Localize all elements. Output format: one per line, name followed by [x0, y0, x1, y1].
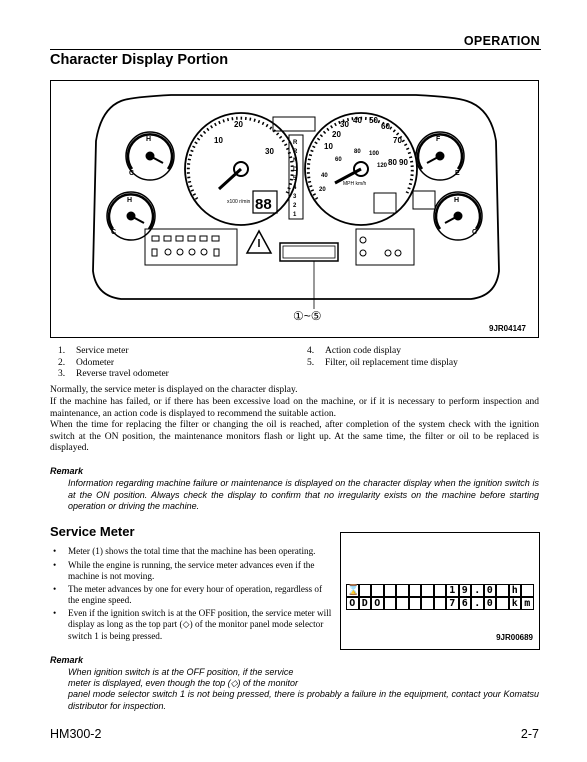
lcd-cell — [496, 597, 509, 610]
page-title: Character Display Portion — [50, 52, 229, 68]
gear-R2: R — [293, 140, 298, 146]
lcd-cell — [421, 597, 434, 610]
speedo-tick-40: 40 — [321, 173, 328, 179]
gauge1-hi: H — [146, 136, 152, 143]
speed-label-40: 40 — [353, 116, 362, 125]
lcd-cell: m — [521, 597, 534, 610]
list-item: 2. Odometer — [58, 357, 114, 368]
speedo-tick-80: 80 — [354, 149, 361, 155]
speed-label-90: 90 — [399, 158, 408, 167]
lcd-cell: 1 — [446, 584, 459, 597]
bullet-item: • The meter advances by one for every hour of operation, regardless of the engine speed. — [50, 584, 332, 607]
tach-label-30: 30 — [265, 147, 274, 156]
lcd-cell — [359, 584, 372, 597]
lcd-cell — [409, 584, 422, 597]
speed-label-50: 50 — [369, 116, 378, 125]
speed-unit: MPH km/h — [343, 181, 367, 187]
lcd-figure — [340, 532, 540, 650]
lcd-cell — [384, 584, 397, 597]
bullet-item: • Meter (1) shows the total time that the machine has been operating. — [50, 546, 332, 557]
fuel-full: F — [436, 136, 441, 143]
remark-heading: Remark — [50, 466, 84, 476]
item-list-right — [307, 346, 458, 369]
lcd-cell — [496, 584, 509, 597]
lcd-cell: 7 — [446, 597, 459, 610]
section-title: Service Meter — [50, 524, 135, 539]
gear-digits: 88 — [255, 196, 272, 213]
speed-label-10: 10 — [324, 142, 333, 151]
lcd-cell: 0 — [484, 584, 497, 597]
lcd-cell: ⌛ — [347, 585, 360, 596]
speedo-tick-100: 100 — [369, 151, 380, 157]
lcd-cell: 0 — [484, 597, 497, 610]
gear-3: 3 — [293, 194, 297, 200]
lcd-cell: . — [471, 597, 484, 610]
speed-label-20: 20 — [332, 130, 341, 139]
instrument-panel-drawing — [51, 81, 538, 337]
lcd-cell — [396, 584, 409, 597]
lcd-cell: . — [471, 584, 484, 597]
lcd-cell: 9 — [459, 584, 472, 597]
lcd-cell — [396, 597, 409, 610]
lcd-cell — [434, 597, 447, 610]
lcd-cell — [521, 584, 534, 597]
lcd-cell: k — [509, 597, 522, 610]
lcd-cell — [409, 597, 422, 610]
list-item: 1. Service meter — [58, 346, 129, 356]
lcd-cell — [371, 584, 384, 597]
remark-line: meter is displayed, even though the top (◇) of the monitor — [68, 678, 299, 688]
gear-4: 4 — [293, 185, 297, 191]
lcd-cell: 6 — [459, 597, 472, 610]
lcd-cell: O — [346, 597, 359, 610]
lcd-cell — [384, 597, 397, 610]
footer-model: HM300-2 — [50, 727, 102, 741]
gauge2-hi: H — [127, 197, 133, 204]
gauge4-hi: H — [454, 197, 460, 204]
section-header: OPERATION — [463, 34, 540, 48]
lcd-cell: h — [509, 584, 522, 597]
lcd-cell — [434, 584, 447, 597]
remark-text: Information regarding machine failure or maintenance is displayed on the character display when the ignition switch is at the ON position. Always check the display to confirm that no irregularity exists on the machine before starting operation or driving the machine. — [68, 478, 539, 511]
remark-line: When ignition switch is at the OFF position, if the service — [68, 667, 294, 677]
paragraph: If the machine has failed, or if there has been excessive load on the machine, or if it is necessary to perform inspection and maintenance, an action code is displayed to recommend the suitable action. — [50, 397, 539, 419]
lcd-figure-code: 9JR00689 — [496, 633, 533, 642]
speedo-tick-20: 20 — [319, 187, 326, 193]
gear-R1: R — [293, 149, 298, 155]
lcd-cell: O — [371, 597, 384, 610]
speed-label-60: 60 — [381, 122, 390, 131]
gear-D: D — [293, 167, 298, 173]
speedo-tick-60: 60 — [335, 157, 342, 163]
gear-2: 2 — [293, 203, 297, 209]
callout-label: ①~⑤ — [293, 309, 322, 323]
list-item: 4. Action code display — [307, 346, 401, 356]
bullet-item: • While the engine is running, the service meter advances even if the machine is not moving. — [50, 560, 332, 583]
list-item: 5. Filter, oil replacement time display — [307, 357, 458, 368]
gauge4-lo: C — [472, 229, 478, 236]
speedo-tick-120: 120 — [377, 163, 388, 169]
lcd-cell — [421, 584, 434, 597]
gear-1: 1 — [293, 212, 297, 218]
item-list-left — [58, 346, 169, 381]
gear-N: N — [293, 158, 298, 164]
gauge1-lo: C — [129, 170, 135, 177]
paragraph: When the time for replacing the filter or changing the oil is reached, after completion of the system check with the ignition switch at the ON position, the maintenance monitors flash or light up. At the same time, the filter or oil to be replaced is displayed. — [50, 420, 539, 454]
gear-5: 5 — [293, 176, 297, 182]
lcd-cell: D — [359, 597, 372, 610]
paragraph: Normally, the service meter is displayed on the character display. — [50, 385, 298, 395]
tach-label-10: 10 — [214, 136, 223, 145]
fuel-empty: E — [455, 170, 460, 177]
speed-label-30: 30 — [340, 120, 349, 129]
remark-text: panel mode selector switch 1 is not being pressed, there is probably a failure in the equipment, contact your Komatsu distributor for inspection. — [68, 689, 539, 711]
remark-heading: Remark — [50, 655, 84, 665]
speed-label-80: 80 — [388, 158, 397, 167]
instrument-panel-figure — [50, 80, 539, 338]
speed-label-70: 70 — [393, 136, 402, 145]
footer-page: 2-7 — [520, 727, 539, 741]
tach-label-20: 20 — [234, 120, 243, 129]
header-rule — [50, 49, 541, 50]
figure1-code: 9JR04147 — [489, 324, 526, 333]
gauge2-lo: C — [111, 229, 117, 236]
tach-unit: x100 r/min — [227, 199, 251, 205]
bullet-item: • Even if the ignition switch is at the OFF position, the service meter will display as long as the top part (◇) of the monitor panel mode selector switch 1 is being pressed. — [50, 608, 332, 642]
list-item: 3. Reverse travel odometer — [58, 369, 169, 379]
